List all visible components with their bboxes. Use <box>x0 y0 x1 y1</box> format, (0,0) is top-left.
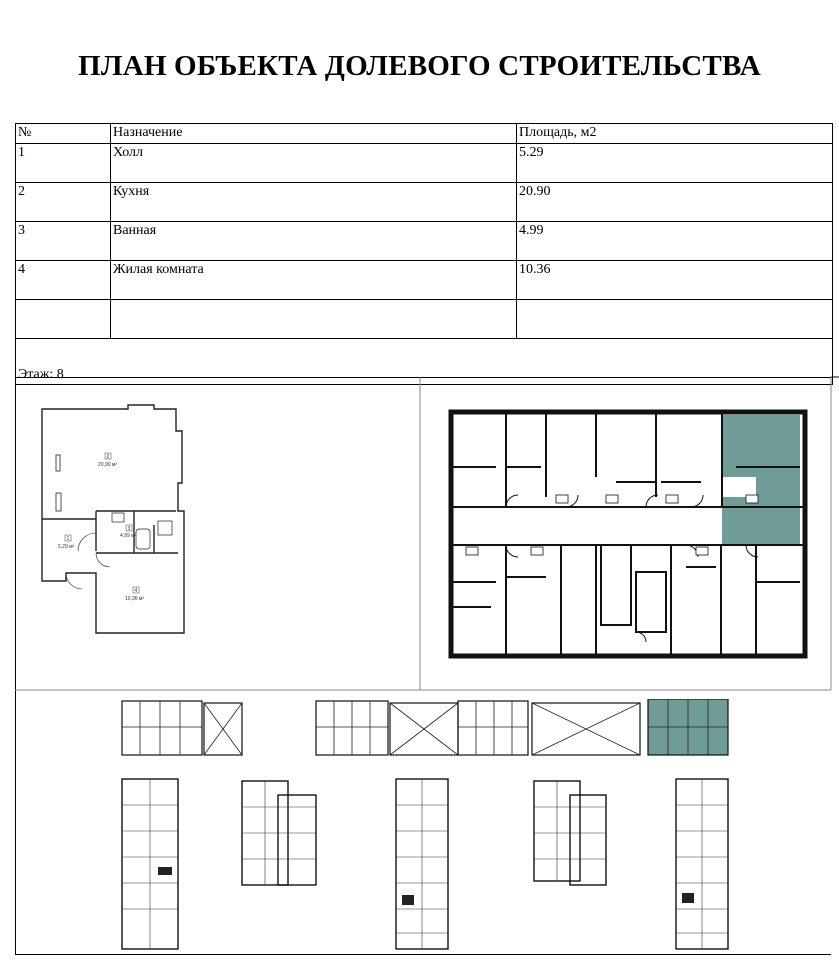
document-title: ПЛАН ОБЪЕКТА ДОЛЕВОГО СТРОИТЕЛЬСТВА <box>78 50 761 82</box>
row-area: 20.90 <box>517 183 833 222</box>
header-num: № <box>16 124 111 144</box>
header-area: Площадь, м2 <box>517 124 833 144</box>
row-purpose: Холл <box>111 144 517 183</box>
room-3-area: 4,99 м² <box>120 533 137 539</box>
row-purpose: Ванная <box>111 222 517 261</box>
apartment-plan <box>38 403 188 638</box>
row-num: 1 <box>16 144 111 183</box>
row-num: 4 <box>16 261 111 300</box>
row-num: 2 <box>16 183 111 222</box>
header-purpose: Назначение <box>111 124 517 144</box>
floor-label: Этаж: 8 <box>16 339 833 385</box>
floor-plan <box>446 407 810 661</box>
section-plans-row <box>120 699 732 761</box>
room-4-num: 4 <box>134 588 138 594</box>
row-area: 5.29 <box>517 144 833 183</box>
building-sections-row <box>118 775 738 953</box>
room-1-area: 5,29 м² <box>58 544 75 550</box>
row-purpose: Кухня <box>111 183 517 222</box>
row-num: 3 <box>16 222 111 261</box>
room-1-num: 1 <box>66 536 70 542</box>
row-area: 4.99 <box>517 222 833 261</box>
room-4-area: 10,36 м² <box>125 596 145 602</box>
room-2-area: 20,90 м² <box>98 462 118 468</box>
room-3-num: 3 <box>127 526 131 532</box>
row-purpose: Жилая комната <box>111 261 517 300</box>
row-area: 10.36 <box>517 261 833 300</box>
room-2-num: 2 <box>106 454 110 460</box>
